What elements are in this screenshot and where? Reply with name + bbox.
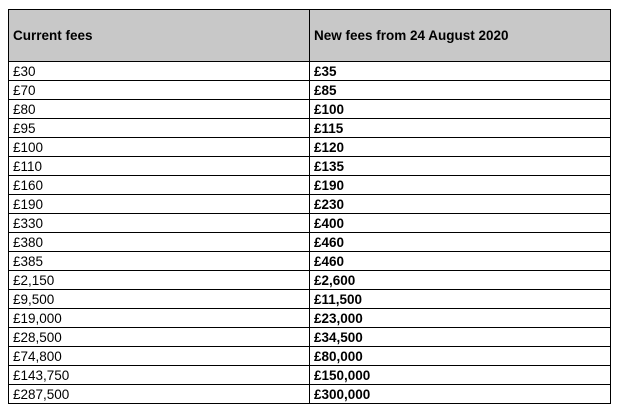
current-fee-cell: £2,150 [9,271,310,290]
new-fee-cell: £35 [310,62,611,81]
new-fee-cell: £85 [310,81,611,100]
current-fee-cell: £70 [9,81,310,100]
current-fee-cell: £30 [9,62,310,81]
current-fees-header: Current fees [9,10,310,62]
new-fee-cell: £135 [310,157,611,176]
current-fee-cell: £160 [9,176,310,195]
table-row [9,290,611,309]
new-fee-cell: £230 [310,195,611,214]
new-fee-cell: £400 [310,214,611,233]
current-fee-cell: £330 [9,214,310,233]
current-fee-cell: £380 [9,233,310,252]
table-row [9,62,611,81]
current-fee-cell: £110 [9,157,310,176]
table-row [9,195,611,214]
current-fee-cell: £95 [9,119,310,138]
new-fees-header: New fees from 24 August 2020 [310,10,611,62]
current-fee-cell: £385 [9,252,310,271]
new-fee-cell: £120 [310,138,611,157]
new-fee-cell: £300,000 [310,385,611,404]
table-row [9,366,611,385]
current-fee-cell: £28,500 [9,328,310,347]
new-fee-cell: £460 [310,252,611,271]
new-fee-cell: £2,600 [310,271,611,290]
table-row [9,214,611,233]
table-row [9,138,611,157]
new-fee-cell: £80,000 [310,347,611,366]
new-fee-cell: £115 [310,119,611,138]
header-row [9,10,611,62]
table-row [9,347,611,366]
table-row [9,100,611,119]
fees-table-body [9,62,611,404]
current-fee-cell: £190 [9,195,310,214]
table-row [9,119,611,138]
current-fee-cell: £100 [9,138,310,157]
new-fee-cell: £190 [310,176,611,195]
current-fee-cell: £9,500 [9,290,310,309]
table-row [9,233,611,252]
new-fee-cell: £100 [310,100,611,119]
fees-table [8,9,611,404]
current-fee-cell: £74,800 [9,347,310,366]
current-fee-cell: £80 [9,100,310,119]
current-fee-cell: £19,000 [9,309,310,328]
table-row [9,157,611,176]
table-row [9,252,611,271]
new-fee-cell: £150,000 [310,366,611,385]
new-fee-cell: £34,500 [310,328,611,347]
table-row [9,328,611,347]
table-row [9,176,611,195]
current-fee-cell: £287,500 [9,385,310,404]
current-fee-cell: £143,750 [9,366,310,385]
new-fee-cell: £460 [310,233,611,252]
table-row [9,309,611,328]
table-row [9,385,611,404]
table-row [9,271,611,290]
new-fee-cell: £11,500 [310,290,611,309]
table-row [9,81,611,100]
fees-table-header [9,10,611,62]
new-fee-cell: £23,000 [310,309,611,328]
